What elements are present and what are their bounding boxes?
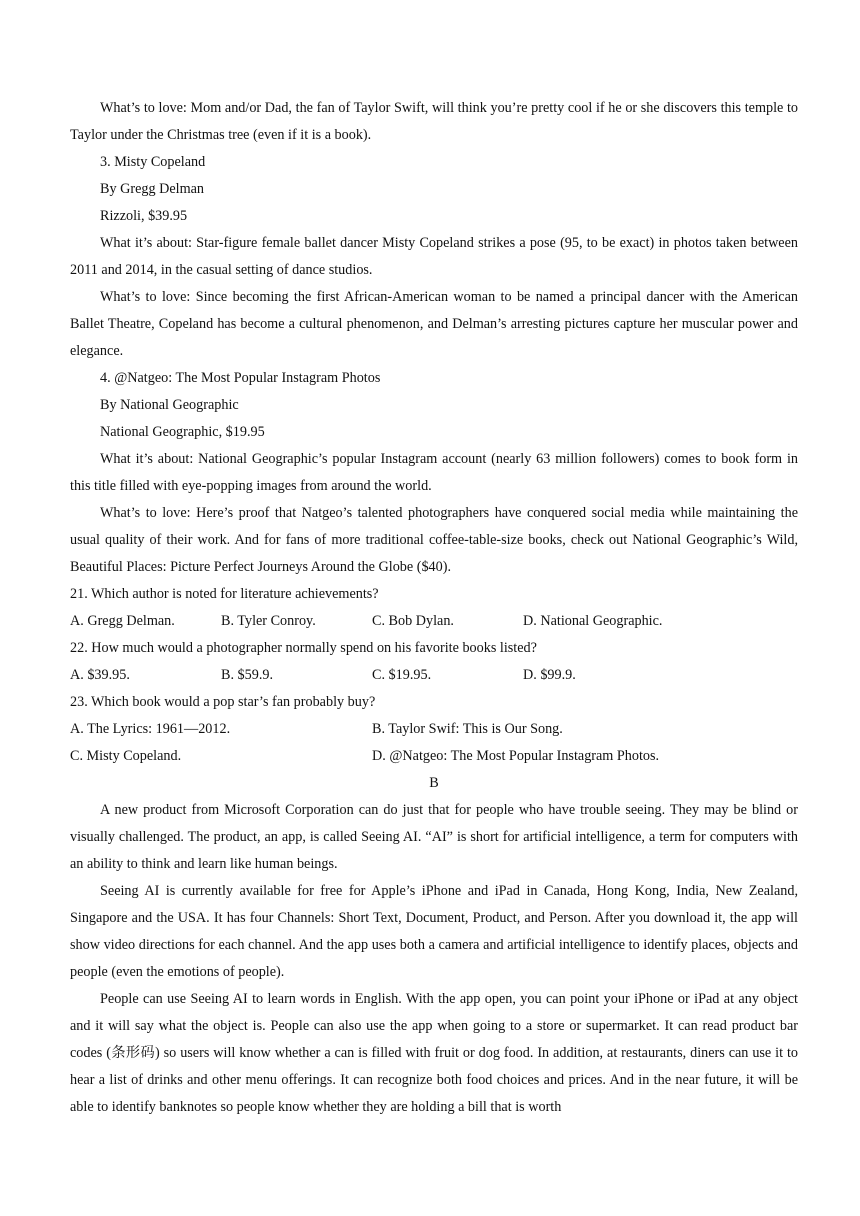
question-22-option-d: D. $99.9. <box>523 667 576 683</box>
passage-b-paragraph-2: Seeing AI is currently available for free for Apple’s iPhone and iPad in Canada, Hong Kong, India, New Zealand, Singapore and the USA. It has four Channels: Short Text, Document, Product, and Person. After you download it, the app will show video directions for each channel. And the app uses both a camera and artificial intelligence to identify places, objects and people (even the emotions of people). <box>70 883 798 980</box>
book3-publisher: Rizzoli, $39.95 <box>100 208 188 224</box>
passage-b-paragraph-1: A new product from Microsoft Corporation can do just that for people who have trouble seeing. They may be blind or visually challenged. The product, an app, is called Seeing AI. “AI” is short for artificial intelligence, a term for computers with an ability to think and learn like human beings. <box>70 802 798 872</box>
question-23-option-b: B. Taylor Swif: This is Our Song. <box>372 721 563 737</box>
question-23-options-row2 <box>70 743 798 770</box>
book4-author: By National Geographic <box>100 397 239 413</box>
question-21-option-b: B. Tyler Conroy. <box>221 613 316 629</box>
book3-love: What’s to love: Since becoming the first African-American woman to be named a principal dancer with the American Ballet Theatre, Copeland has become a cultural phenomenon, and Delman’s arresting pictures capture her muscular power and elegance. <box>70 289 798 359</box>
book4-title: 4. @Natgeo: The Most Popular Instagram Photos <box>100 370 381 386</box>
question-21-stem: 21. Which author is noted for literature achievements? <box>70 586 379 602</box>
book3-about: What it’s about: Star-figure female ballet dancer Misty Copeland strikes a pose (95, to be exact) in photos taken between 2011 and 2014, in the casual setting of dance studios. <box>70 235 798 278</box>
question-22-option-a: A. $39.95. <box>70 667 130 683</box>
book3-title: 3. Misty Copeland <box>100 154 206 170</box>
section-b-label: B <box>429 775 439 791</box>
book4-about: What it’s about: National Geographic’s popular Instagram account (nearly 63 million followers) comes to book form in this title filled with eye-popping images from around the world. <box>70 451 798 494</box>
question-23-option-c: C. Misty Copeland. <box>70 748 182 764</box>
question-23-stem: 23. Which book would a pop star’s fan probably buy? <box>70 694 376 710</box>
question-22-options <box>70 662 798 689</box>
book3-author: By Gregg Delman <box>100 181 205 197</box>
question-21-option-d: D. National Geographic. <box>523 613 663 629</box>
question-23-options-row1 <box>70 716 798 743</box>
question-23-option-a: A. The Lyrics: 1961—2012. <box>70 721 231 737</box>
question-23-option-d: D. @Natgeo: The Most Popular Instagram Photos. <box>372 748 660 764</box>
question-22-option-c: C. $19.95. <box>372 667 432 683</box>
paragraph-whats-to-love-taylor: What’s to love: Mom and/or Dad, the fan of Taylor Swift, will think you’re pretty cool if he or she discovers this temple to Taylor under the Christmas tree (even if it is a book). <box>70 100 798 143</box>
question-22-option-b: B. $59.9. <box>221 667 274 683</box>
document-page <box>70 95 798 1121</box>
book4-love: What’s to love: Here’s proof that Natgeo’s talented photographers have conquered social media while maintaining the usual quality of their work. And for fans of more traditional coffee-table-size books, check out National Geographic’s Wild, Beautiful Places: Picture Perfect Journeys Around the Globe ($40). <box>70 505 798 575</box>
passage-b-paragraph-3: People can use Seeing AI to learn words in English. With the app open, you can point your iPhone or iPad at any object and it will say what the object is. People can also use the app when going to a store or supermarket. It can read product bar codes (条形码) so users will know whether a can is filled with fruit or dog food. In addition, at restaurants, diners can use it to hear a list of drinks and other menu offerings. It can recognize both food choices and prices. And in the near future, it will be able to identify banknotes so people know whether they are holding a bill that is worth <box>70 991 798 1115</box>
book4-publisher: National Geographic, $19.95 <box>100 424 265 440</box>
question-21-option-a: A. Gregg Delman. <box>70 613 175 629</box>
question-21-option-c: C. Bob Dylan. <box>372 613 454 629</box>
question-22-stem: 22. How much would a photographer normally spend on his favorite books listed? <box>70 640 537 656</box>
question-21-options <box>70 608 798 635</box>
